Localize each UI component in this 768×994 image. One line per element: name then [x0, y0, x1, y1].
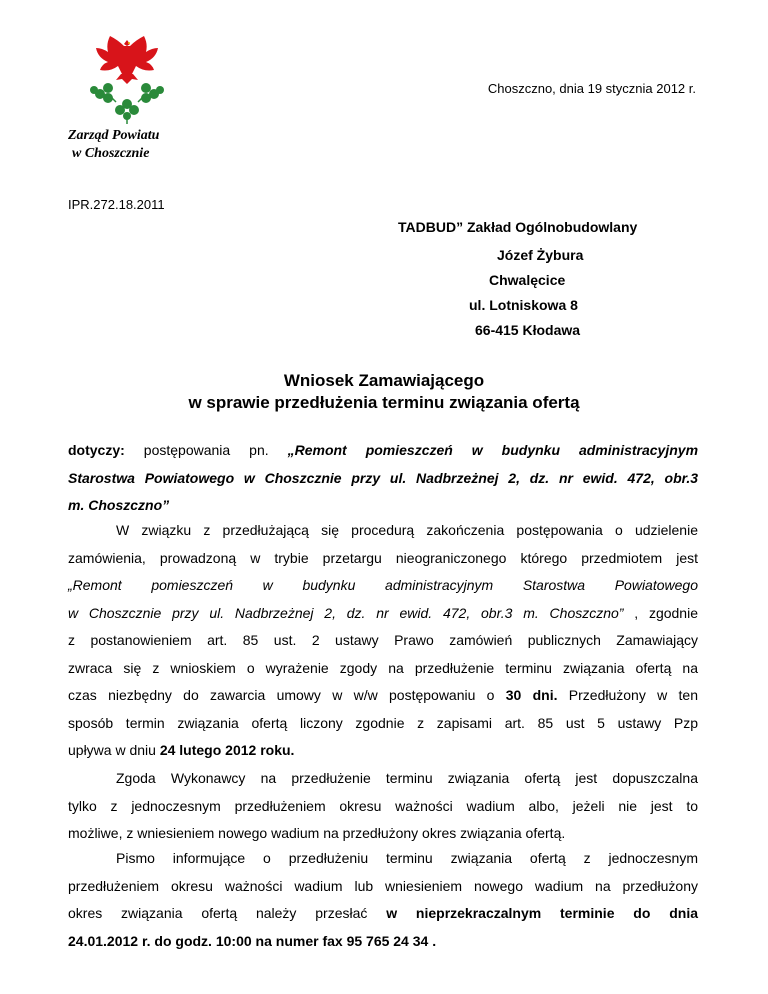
office-name: [68, 127, 159, 163]
p2-line2: tylko z jednoczesnym przedłużeniem okresu ważności wadium albo, jeżeli nie jest to: [68, 797, 698, 814]
title-line2: w sprawie przedłużenia terminu związania ofertą: [188, 393, 580, 412]
subject-line3: [68, 492, 698, 520]
title-line1: Wniosek Zamawiającego: [283, 371, 485, 390]
recipient-person: Józef Żybura: [497, 247, 584, 263]
subject-block: [68, 437, 698, 520]
paragraph-3: [68, 845, 698, 955]
p1-line4: [68, 600, 698, 628]
reference-number: IPR.272.18.2011: [68, 197, 165, 212]
p3-line4: [68, 928, 698, 956]
subject-label: dotyczy:: [68, 442, 125, 458]
subject-title-part3: m. Choszczno”: [68, 497, 170, 513]
p1-line9-a: upływa w dniu: [68, 742, 160, 758]
p1-deadline-bold: 24 lutego 2012 roku.: [159, 742, 295, 758]
p1-line6: zwraca się z wnioskiem o wyrażenie zgody na przedłużenie terminu związania ofertą na: [68, 659, 698, 676]
p1-line7-a: czas niezbędny do zawarcia umowy w w/w postępowaniu o: [68, 687, 506, 703]
paragraph-1: [68, 517, 698, 765]
p2-line3: możliwe, z wniesieniem nowego wadium na przedłużony okres związania ofertą.: [68, 825, 566, 841]
p1-line7: [68, 682, 698, 710]
recipient-company: TADBUD” Zakład Ogólnobudowlany: [398, 219, 638, 235]
p1-line1: W związku z przedłużającą się procedurą zakończenia postępowania o udzielenie: [116, 522, 698, 538]
p1-days-bold: 30 dni.: [505, 687, 558, 703]
coat-of-arms-logo: [88, 34, 166, 126]
p1-line4-text: w Choszcznie przy ul. Nadbrzeżnej 2, dz. nr ewid. 472, obr.3 m. Choszczno”: [68, 604, 624, 621]
p1-line5: z postanowieniem art. 85 ust. 2 ustawy Prawo zamówień publicznych Zamawiający: [68, 632, 698, 648]
p2-line1: Zgoda Wykonawcy na przedłużenie terminu związania ofertą jest dopuszczalna: [116, 770, 698, 786]
p3-line3: [68, 900, 698, 928]
recipient-postcode: 66-415 Kłodawa: [475, 322, 581, 338]
p3-line2: przedłużeniem okresu ważności wadium lub wniesieniem nowego wadium na przedłużony: [68, 877, 698, 894]
paragraph-2: [68, 765, 698, 848]
office-name-line1: Zarząd Powiatu: [68, 128, 160, 143]
p1-line7-c: Przedłużony w ten: [557, 687, 698, 703]
recipient-locality: Chwalęcice: [489, 272, 566, 288]
office-name-line2: w Choszcznie: [72, 146, 150, 161]
subject-title-part2: Starostwa Powiatowego w Choszcznie przy ul. Nadbrzeżnej 2, dz. nr ewid. 472, obr.3: [68, 469, 698, 486]
p3-line1: Pismo informujące o przedłużeniu terminu związania ofertą z jednoczesnym: [116, 850, 698, 866]
subject-text: postępowania pn.: [143, 442, 269, 458]
letter-title: [0, 370, 768, 414]
p1-line3-text: „Remont pomieszczeń w budynku administracyjnym Starostwa Powiatowego: [68, 577, 698, 593]
p1-line3: [68, 572, 698, 600]
p1-line8: sposób termin związania ofertą liczony zgodnie z zapisami art. 85 ust 5 ustawy Pzp: [68, 714, 698, 731]
recipient-street: ul. Lotniskowa 8: [469, 297, 578, 313]
p3-line3-a: okres związania ofertą należy przesłać: [68, 905, 387, 921]
p1-line4-tail: , zgodnie: [623, 604, 698, 621]
date-line: Choszczno, dnia 19 stycznia 2012 r.: [487, 81, 696, 96]
p1-line9: [68, 737, 698, 765]
subject-title-part1: „Remont pomieszczeń w budynku administracyjnym: [287, 442, 699, 458]
subject-line1: [68, 437, 698, 465]
subject-line2: [68, 465, 698, 493]
p3-line3-bold: w nieprzekraczalnym terminie do dnia: [386, 905, 698, 921]
p3-fax-deadline-bold: 24.01.2012 r. do godz. 10:00 na numer fax 95 765 24 34 .: [68, 932, 437, 949]
p1-line2: zamówienia, prowadzoną w trybie przetargu nieograniczonego którego przedmiotem jest: [68, 549, 698, 566]
